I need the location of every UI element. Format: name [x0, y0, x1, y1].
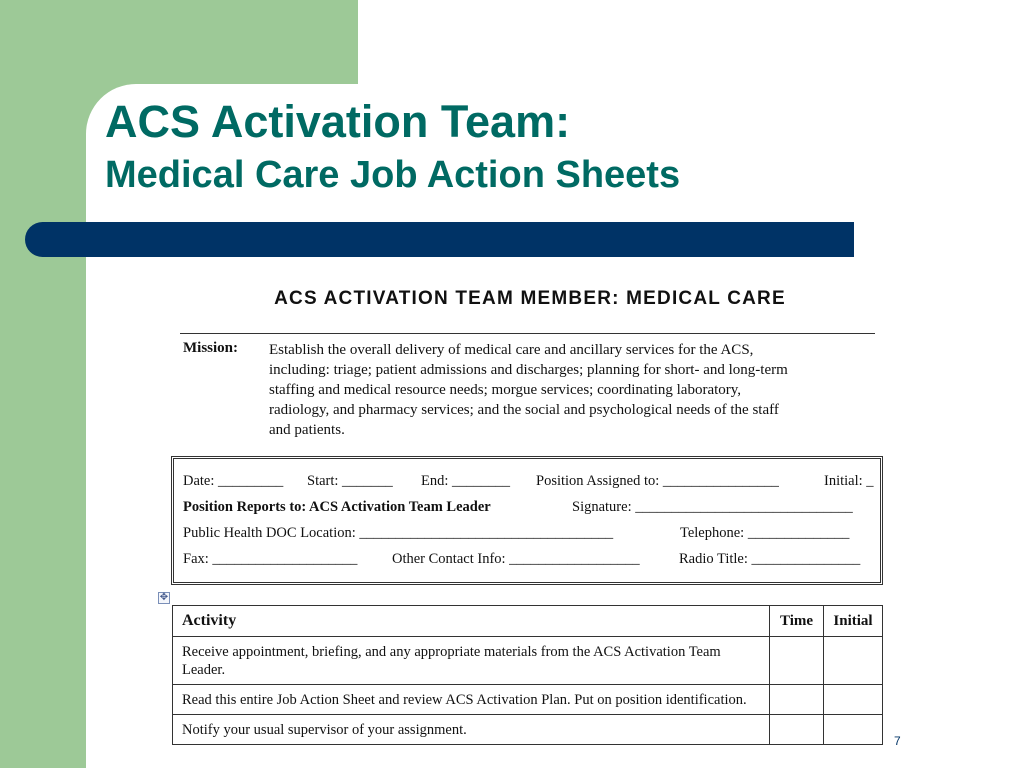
- reports-to-field: Position Reports to: ACS Activation Team Leader: [183, 499, 491, 515]
- table-row: [173, 715, 883, 745]
- initial-header: Initial: [824, 606, 883, 637]
- initial-cell: [824, 637, 883, 685]
- radio-title-field: Radio Title: _______________: [679, 551, 861, 567]
- activity-header: Activity: [173, 606, 770, 637]
- assignment-info-box: [171, 456, 883, 585]
- activity-cell: Notify your usual supervisor of your assignment.: [173, 715, 770, 745]
- time-cell: [770, 637, 824, 685]
- mission-label: Mission:: [183, 340, 239, 356]
- accent-bar: [25, 222, 854, 257]
- initial-cell: [824, 715, 883, 745]
- mission-line: and patients.: [269, 422, 345, 438]
- mission-line: Establish the overall delivery of medical care and ancillary services for the ACS,: [269, 342, 754, 358]
- date-field: Date: _________: [183, 473, 284, 489]
- move-arrows-icon[interactable]: ✥: [159, 592, 169, 603]
- table-row: [173, 637, 883, 685]
- start-field: Start: _______: [307, 473, 393, 489]
- slide-number: 7: [894, 734, 901, 748]
- activity-table: [172, 605, 883, 745]
- table-header-row: [173, 606, 883, 637]
- other-contact-field: Other Contact Info: __________________: [392, 551, 640, 567]
- activity-cell: Read this entire Job Action Sheet and review ACS Activation Plan. Put on position identification.: [173, 685, 770, 715]
- mission-line: including: triage; patient admissions and discharges; planning for short- and long-term: [269, 362, 788, 378]
- telephone-field: Telephone: ______________: [680, 525, 850, 541]
- mission-text: [269, 340, 869, 440]
- time-header: Time: [770, 606, 824, 637]
- mission-line: radiology, and pharmacy services; and the social and psychological needs of the staff: [269, 402, 779, 418]
- mission-line: staffing and medical resource needs; morgue services; coordinating laboratory,: [269, 382, 742, 398]
- activity-cell: Receive appointment, briefing, and any appropriate materials from the ACS Activation Team Leader.: [173, 637, 770, 685]
- slide-subtitle: Medical Care Job Action Sheets: [105, 154, 681, 196]
- time-cell: [770, 685, 824, 715]
- fax-field: Fax: ____________________: [183, 551, 358, 567]
- sheet-heading: ACS ACTIVATION TEAM MEMBER: MEDICAL CARE: [274, 288, 786, 309]
- signature-field: Signature: ______________________________: [572, 499, 853, 515]
- initial-field: Initial: _: [824, 473, 874, 489]
- table-row: [173, 685, 883, 715]
- initial-cell: [824, 685, 883, 715]
- position-assigned-field: Position Assigned to: ________________: [536, 473, 779, 489]
- end-field: End: ________: [421, 473, 511, 489]
- time-cell: [770, 715, 824, 745]
- heading-rule: [180, 333, 875, 334]
- doc-location-field: Public Health DOC Location: ___________________________________: [183, 525, 614, 541]
- slide-title: ACS Activation Team:: [105, 96, 571, 147]
